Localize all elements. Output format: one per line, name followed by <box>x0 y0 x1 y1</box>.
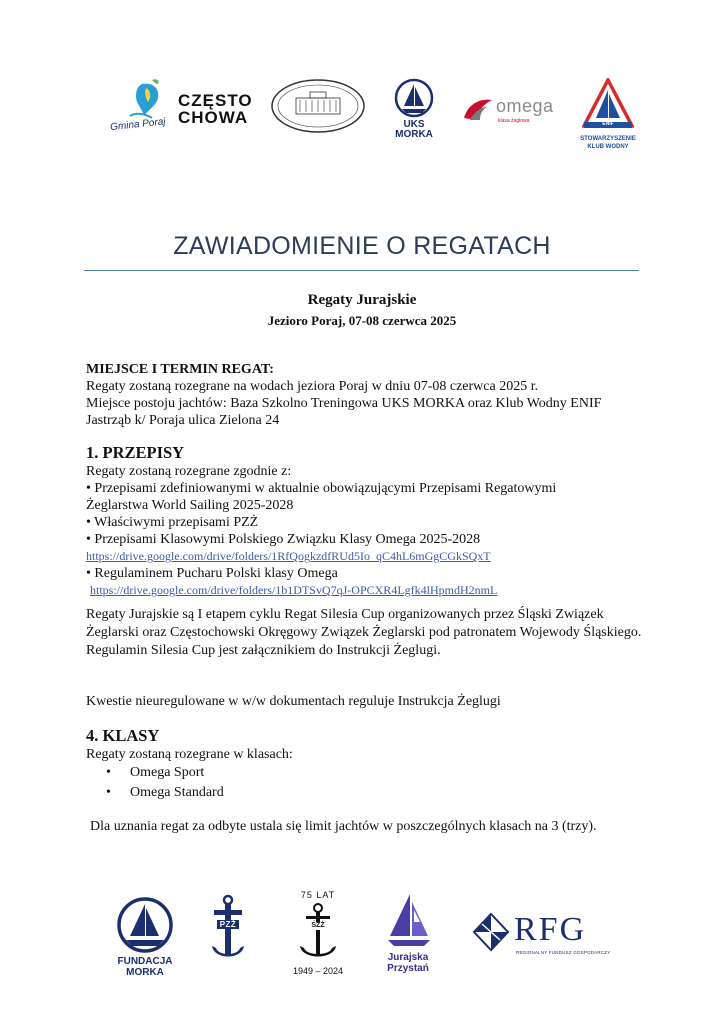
place-line: Jastrząb k/ Poraja ulica Zielona 24 <box>86 413 280 428</box>
title-divider <box>84 270 639 271</box>
rules-item: • Przepisami Klasowymi Polskiego Związku Klasy Omega 2025-2028 <box>86 532 481 547</box>
rfg-sublabel: REGIONALNY FUNDUSZ GOSPODARCZY <box>516 950 611 955</box>
enif-club-logo <box>580 78 636 170</box>
rules-section <box>86 443 646 599</box>
place-heading: MIEJSCE I TERMIN REGAT: <box>86 362 274 377</box>
enif-label: ENIF <box>602 121 614 127</box>
place-line: Regaty zostaną rozegrane na wodach jeziora Poraj w dniu 07-08 czerwca 2025 r. <box>86 379 539 394</box>
czestochowa-line2: CHOWA <box>178 108 249 127</box>
silesia-cup-paragraph <box>86 606 646 660</box>
rules-item: • Regulaminem Pucharu Polski klasy Omega <box>86 566 338 581</box>
unregulated-paragraph <box>86 693 646 710</box>
rules-item: • Przepisami zdefiniowanymi w aktualnie obowiązującymi Przepisami Regatowymi <box>86 481 557 496</box>
sponsor-logos-top <box>109 78 636 168</box>
gmina-poraj-logo <box>110 78 180 138</box>
yacht-limit-text: Dla uznania regat za odbyte ustala się limit jachtów w poszczególnych klasach na 3 (trzy). <box>90 819 597 834</box>
class-item: • Omega Sport <box>86 763 646 783</box>
gmina-poraj-label: Gmina Poraj <box>109 116 167 134</box>
rfg-label: RFG <box>514 911 587 948</box>
urzad-wojewodzki-logo <box>270 78 366 134</box>
fundacja-label: FUNDACJA <box>117 956 173 967</box>
sponsor-logos-bottom <box>100 888 620 983</box>
pzz-label: PZŻ <box>217 920 239 929</box>
omega-class-logo <box>462 94 558 128</box>
rules-heading: 1. PRZEPISY <box>86 443 185 462</box>
uks-label: UKS <box>403 119 425 130</box>
classes-heading: 4. KLASY <box>86 726 160 745</box>
czestochowa-line1: CZĘSTO <box>178 91 253 110</box>
regatta-place-date: Jezioro Poraj, 07-08 czerwca 2025 <box>267 313 457 328</box>
czestochowa-logo <box>178 92 258 132</box>
morka-label: MORKA <box>395 129 433 140</box>
szz-years-label: 1949 – 2024 <box>292 966 344 976</box>
uks-morka-logo <box>392 78 436 150</box>
place-section <box>86 361 646 429</box>
silesia-cup-text: Regaty Jurajskie są I etapem cyklu Regat Silesia Cup organizowanych przez Śląski Związek Żeglarski oraz Częstochowski Okręgowy Związek Żeglarski pod patronatem Wojewody Śląskiego. Regulamin Silesia Cup jest załącznikiem do Instrukcji Żeglugi. <box>86 607 642 658</box>
omega-class-rules-link[interactable]: https://drive.google.com/drive/folders/1RfQogkzdfRUd5Io_qC4hL6mGgCGkSQxT <box>86 549 491 563</box>
yacht-limit-note <box>90 818 650 835</box>
rules-item: • Właściwymi przepisami PZŻ <box>86 515 259 530</box>
szz-75-label: 75 LAT <box>300 890 336 900</box>
omega-cup-rules-link[interactable]: https://drive.google.com/drive/folders/1b1DTSvQ7qJ-OPCXR4Lgfk4lHpmdH2nmL <box>90 583 498 597</box>
jurajska-przystan-logo <box>378 892 438 984</box>
classes-intro: Regaty zostaną rozegrane w klasach: <box>86 747 293 762</box>
enif-line2: KLUB WODNY <box>587 144 629 150</box>
place-line: Miejsce postoju jachtów: Baza Szkolno Treningowa UKS MORKA oraz Klub Wodny ENIF <box>86 396 602 411</box>
enif-line1: STOWARZYSZENIE <box>580 136 636 142</box>
class-item: • Omega Standard <box>86 783 646 803</box>
regatta-name: Regaty Jurajskie <box>307 292 417 308</box>
classes-list <box>86 763 646 803</box>
unregulated-text: Kwestie nieuregulowane w w/w dokumentach reguluje Instrukcja Żeglugi <box>86 694 501 709</box>
rules-item: Żeglarstwa World Sailing 2025-2028 <box>86 498 294 513</box>
szz-75-years-logo <box>282 888 354 984</box>
omega-label: omega <box>496 96 554 116</box>
omega-sublabel: klasa żaglowa <box>498 118 530 124</box>
rfg-logo <box>472 912 612 968</box>
szz-label: ŚZŻ <box>309 922 327 930</box>
rules-intro: Regaty zostaną rozegrane zgodnie z: <box>86 464 292 479</box>
classes-section <box>86 726 646 803</box>
morka-label: MORKA <box>126 967 164 978</box>
fundacja-morka-logo <box>112 896 178 984</box>
przystan-label: Przystań <box>387 963 429 974</box>
page-title: ZAWIADOMIENIE O REGATACH <box>173 232 551 260</box>
pzz-logo <box>208 894 248 968</box>
jurajska-label: Jurajska <box>387 952 429 963</box>
